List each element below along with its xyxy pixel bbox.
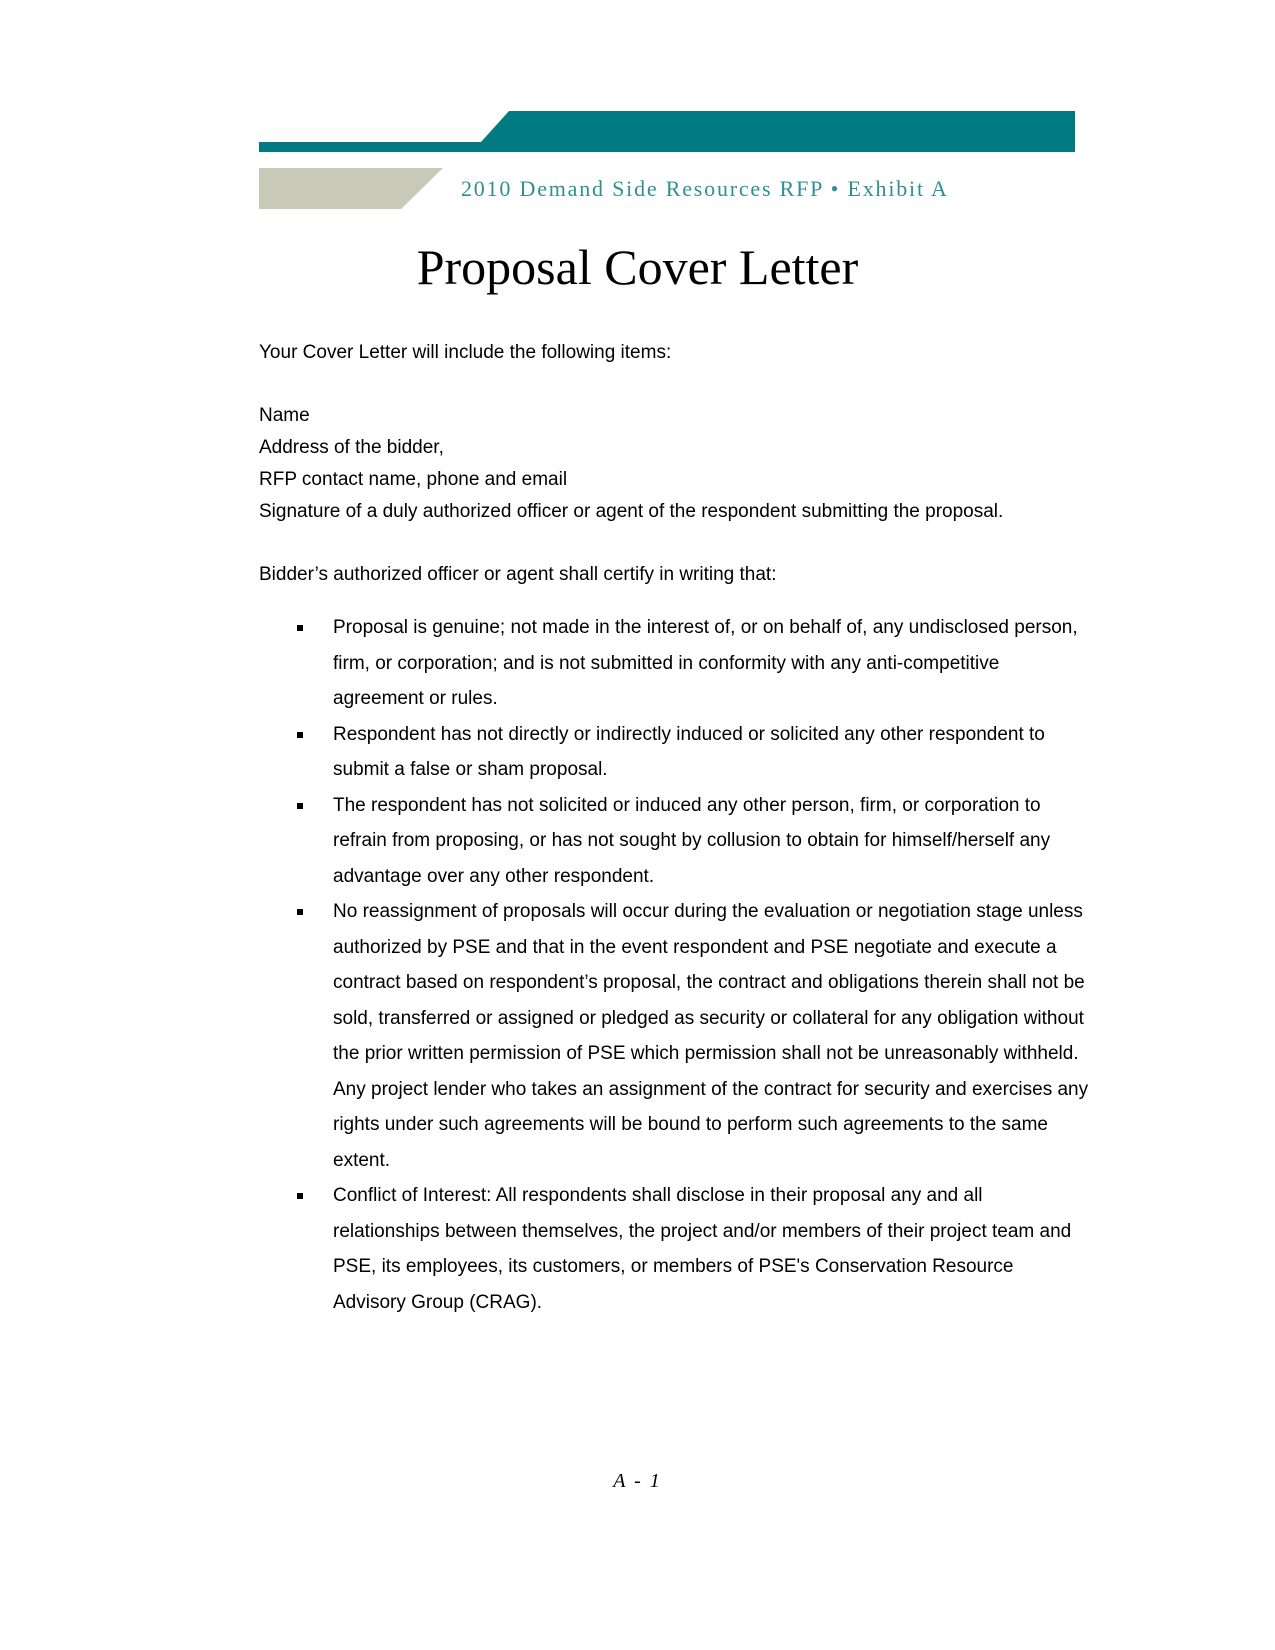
intro-text: Your Cover Letter will include the following items: bbox=[259, 342, 672, 363]
square-bullet-icon bbox=[297, 803, 303, 809]
certification-item bbox=[259, 717, 1089, 788]
certification-text: No reassignment of proposals will occur during the evaluation or negotiation stage unless authorized by PSE and that in the event respondent and PSE negotiate and execute a contract based on respondent’s proposal, the contract and obligations therein shall not be sold, transferred or assigned or pledged as security or collateral for any obligation without the prior written permission of PSE which permission shall not be unreasonably withheld. Any project lender who takes an assignment of the contract for security and exercises any rights under such agreements will be bound to perform such agreements to the same extent. bbox=[333, 901, 1089, 1171]
required-item: Signature of a duly authorized officer or agent of the respondent submitting the proposal. bbox=[259, 501, 1004, 522]
square-bullet-icon bbox=[297, 625, 303, 631]
header-grey-block bbox=[259, 168, 443, 209]
page-number: A - 1 bbox=[613, 1470, 662, 1492]
certification-item bbox=[259, 1178, 1089, 1320]
certification-text: Respondent has not directly or indirectly induced or solicited any other respondent to submit a false or sham proposal. bbox=[333, 723, 1045, 780]
required-item: RFP contact name, phone and email bbox=[259, 469, 568, 490]
certification-text: The respondent has not solicited or induced any other person, firm, or corporation to refrain from proposing, or has not sought by collusion to obtain for himself/herself any advantage over any other respondent. bbox=[333, 794, 1051, 887]
certification-item bbox=[259, 610, 1089, 717]
square-bullet-icon bbox=[297, 909, 303, 915]
square-bullet-icon bbox=[297, 1193, 303, 1199]
square-bullet-icon bbox=[297, 732, 303, 738]
header-teal-bar bbox=[259, 111, 1075, 152]
certify-intro-text: Bidder’s authorized officer or agent shall certify in writing that: bbox=[259, 564, 777, 585]
certification-item bbox=[259, 788, 1089, 895]
certification-text: Conflict of Interest: All respondents shall disclose in their proposal any and all relationships between themselves, the project and/or members of their project team and PSE, its employees, its customers, or members of PSE's Conservation Resource Advisory Group (CRAG). bbox=[333, 1185, 1072, 1313]
page-title: Proposal Cover Letter bbox=[416, 239, 859, 295]
required-item: Address of the bidder, bbox=[259, 437, 444, 458]
required-item: Name bbox=[259, 405, 310, 426]
certification-item bbox=[259, 894, 1089, 1178]
certification-text: Proposal is genuine; not made in the interest of, or on behalf of, any undisclosed person, firm, or corporation; and is not submitted in conformity with any anti-competitive agreement or rules. bbox=[333, 617, 1078, 709]
header-subtitle: 2010 Demand Side Resources RFP • Exhibit A bbox=[461, 176, 949, 201]
required-items-list bbox=[259, 400, 1089, 528]
document-body bbox=[259, 337, 1089, 1320]
certification-list bbox=[259, 610, 1089, 1320]
